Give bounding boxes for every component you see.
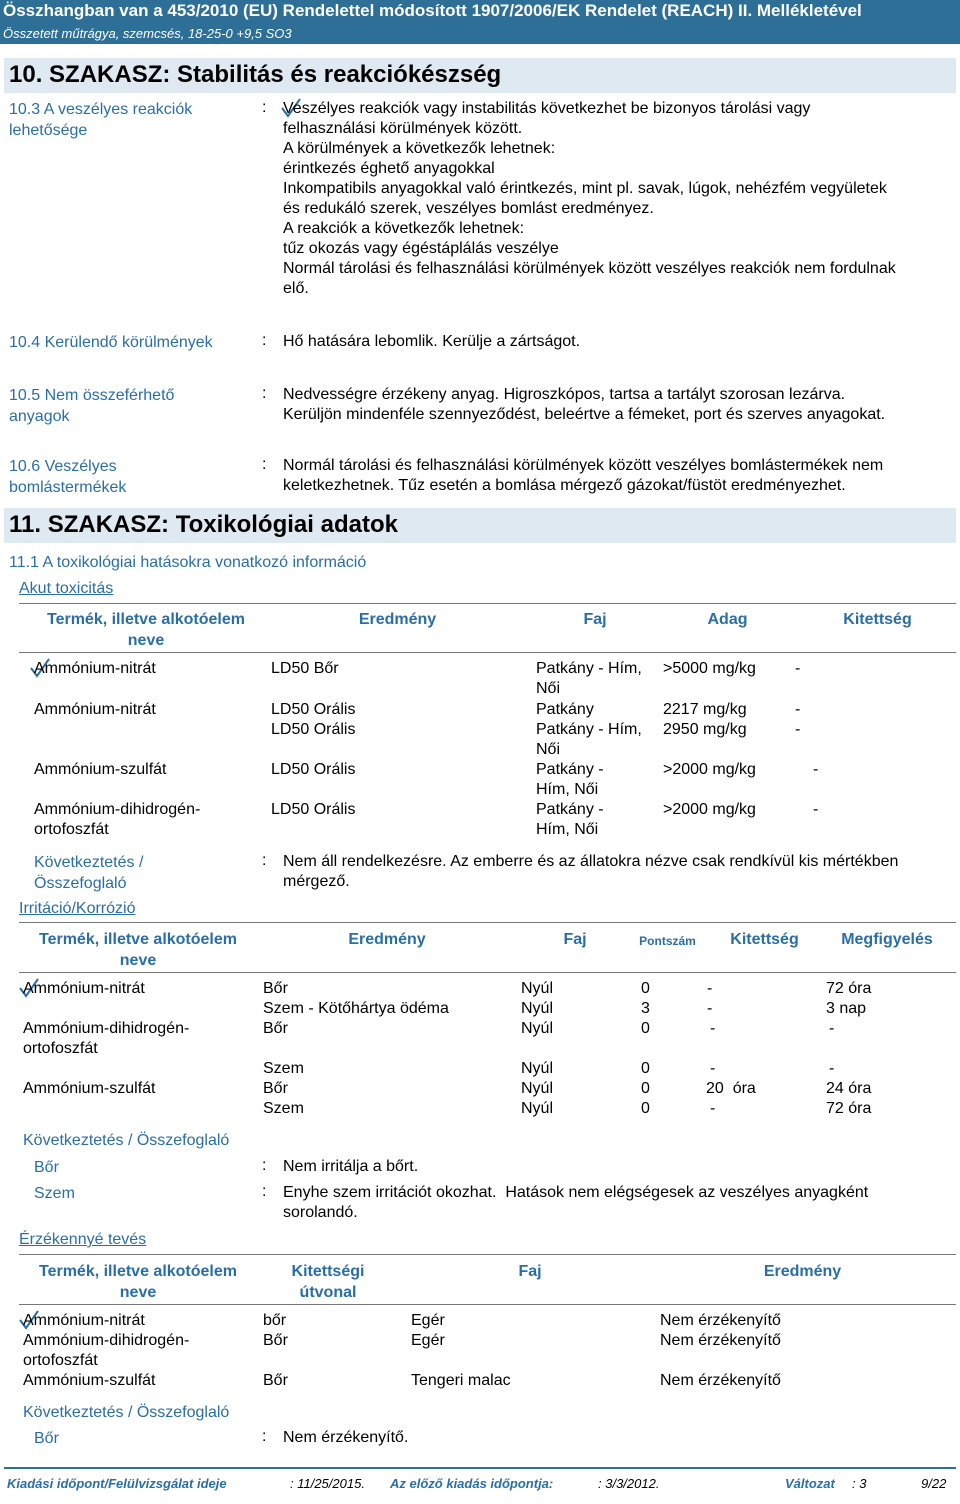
colon: : [262,1183,267,1200]
table-cell-name: Ammónium-nitrát [23,1312,145,1329]
colon: : [262,456,267,473]
table-top-rule [19,1254,956,1255]
table-cell-result: Bőr [263,1020,288,1037]
table-cell-name: Ammónium-szulfát [34,761,167,778]
col-header-name: Termék, illetve alkotóelem neve [38,931,237,969]
sensitization-heading: Érzékennyé tevés [19,1231,147,1248]
table-cell-result: Nem érzékenyítő [660,1312,781,1329]
table-cell-exposure: 20 óra [706,1080,756,1097]
text-line: felhasználási körülmények között. [283,120,523,137]
text-line: Enyhe szem irritációt okozhat. Hatások nem elégségesek az veszélyes anyagként [283,1184,869,1201]
text-line: tűz okozás vagy égéstáplálás veszélye [283,240,559,257]
table-cell-dose: 2950 mg/kg [663,721,747,738]
skin-label: Bőr [34,1430,59,1447]
table-cell-name: Ammónium-nitrát [34,701,156,718]
table-cell-result: LD50 Orális [271,721,356,738]
version-label: Változat [785,1476,835,1491]
table-cell-exposure: - [710,1100,716,1117]
table-header-rule [19,652,956,653]
text-line: érintkezés éghető anyagokkal [283,160,495,177]
colon: : [262,1157,267,1174]
table-cell-exposure: - [795,660,801,677]
issue-date-label: Kiadási időpont/Felülvizsgálat ideje [7,1476,227,1491]
table-cell-species: Nyúl [521,1020,554,1037]
col-header-exposure: Kitettség [843,611,912,628]
colon: : [262,99,267,116]
previous-issue-label: Az előző kiadás időpontja: [390,1476,554,1491]
col-header-dose: Adag [707,611,748,628]
col-header-species: Faj [583,611,607,628]
table-cell-species: Patkány - Hím, Női [536,660,642,697]
table-cell-observation: 72 óra [826,1100,872,1117]
skin-label: Bőr [34,1159,59,1176]
table-cell-result: Nem érzékenyítő [660,1372,781,1389]
label-10-5: 10.5 Nem összeférhető anyagok [9,387,175,425]
issue-date-value: : 11/25/2015. [290,1476,365,1491]
table-top-rule [19,603,956,604]
table-cell-species: Tengeri malac [411,1372,511,1389]
col-header-exposure: Kitettség [730,931,799,948]
text-line: Inkompatibils anyagokkal való érintkezés, mint pl. savak, lúgok, nehézfém vegyületek [283,180,887,197]
table-cell-exposure: - [813,761,819,778]
table-cell-result: Szem [263,1060,304,1077]
table-cell-route: Bőr [263,1372,288,1389]
text-10-5 [283,385,953,425]
table-cell-observation: 72 óra [826,980,872,997]
table-cell-exposure: - [813,801,819,818]
col-header-observation: Megfigyelés [841,931,933,948]
text-10-4: Hő hatására lebomlik. Kerülje a zártságot. [283,333,581,350]
table-cell-name: Ammónium-szulfát [23,1372,156,1389]
acute-conclusion-text [283,852,953,892]
col-header-score: Pontszám [639,934,696,948]
table-cell-name: Ammónium-nitrát [23,980,145,997]
colon: : [262,852,267,869]
table-cell-species: Patkány - Hím, Női [536,801,604,838]
table-cell-result: Szem [263,1100,304,1117]
text-line: elő. [283,280,309,297]
text-10-6 [283,456,953,496]
acute-conclusion-label: Következtetés / Összefoglaló [34,854,144,892]
table-cell-species: Nyúl [521,1000,554,1017]
table-cell-species: Patkány [536,701,594,718]
table-cell-score: 3 [641,1000,650,1017]
table-cell-exposure: - [710,1060,716,1077]
eye-label: Szem [34,1185,75,1202]
table-cell-name: Ammónium-dihidrogén-ortofoszfát [23,1020,190,1057]
table-cell-name: Ammónium-nitrát [34,660,156,677]
table-cell-result: LD50 Bőr [271,660,339,677]
text-line: A körülmények a következők lehetnek: [283,140,556,157]
table-cell-route: bőr [263,1312,287,1329]
table-cell-exposure: - [710,1020,716,1037]
sensitization-skin-text: Nem érzékenyítő. [283,1429,409,1446]
col-header-species: Faj [563,931,587,948]
table-cell-result: Szem - Kötőhártya ödéma [263,1000,449,1017]
table-cell-score: 0 [641,1020,650,1037]
text-line: Normál tárolási és felhasználási körülmények között veszélyes reakciók nem fordulnak [283,260,896,277]
table-header-rule [19,972,956,973]
table-cell-result: LD50 Orális [271,801,356,818]
col-header-result: Eredmény [348,931,426,948]
label-10-4: 10.4 Kerülendő körülmények [9,334,213,351]
text-line: keletkezhetnek. Tűz esetén a bomlása mérgező gázokat/füstöt eredményezhet. [283,477,846,494]
section-11-title: 11. SZAKASZ: Toxikológiai adatok [9,511,398,538]
label-10-3: 10.3 A veszélyes reakciók lehetősége [9,101,193,139]
table-cell-species: Nyúl [521,980,554,997]
text-line: sorolandó. [283,1204,358,1221]
table-cell-species: Nyúl [521,1060,554,1077]
table-cell-species: Nyúl [521,1100,554,1117]
subsection-11-1: 11.1 A toxikológiai hatásokra vonatkozó információ [9,554,367,571]
colon: : [262,385,267,402]
table-cell-name: Ammónium-szulfát [23,1080,156,1097]
table-cell-species: Patkány - Hím, Női [536,721,642,758]
skin-text: Nem irritálja a bőrt. [283,1158,419,1175]
text-line: Kerüljön mindenféle szennyeződést, beleértve a fémeket, port és szerves anyagokat. [283,406,886,423]
col-header-name: Termék, illetve alkotóelem neve [46,611,245,649]
table-cell-exposure: - [795,721,801,738]
irritation-conclusion-label: Következtetés / Összefoglaló [23,1132,230,1149]
table-cell-dose: >5000 mg/kg [663,660,756,677]
table-cell-score: 0 [641,1100,650,1117]
text-line: és redukáló szerek, veszélyes bomlást eredményez. [283,200,654,217]
table-cell-observation: - [829,1020,835,1037]
table-cell-result: Nem érzékenyítő [660,1332,781,1349]
text-line: A reakciók a következők lehetnek: [283,220,525,237]
table-cell-result: Bőr [263,980,288,997]
table-cell-score: 0 [641,1060,650,1077]
table-cell-result: Bőr [263,1080,288,1097]
regulation-title: Összhangban van a 453/2010 (EU) Rendelettel módosított 1907/2006/EK Rendelet (REACH) II. Mellékletével [3,1,862,20]
col-header-route: Kitettségi útvonal [291,1263,365,1301]
table-cell-name: Ammónium-dihidrogén-ortofoszfát [23,1332,190,1369]
text-line: Normál tárolási és felhasználási körülmények között veszélyes bomlástermékek nem [283,457,884,474]
table-cell-score: 0 [641,980,650,997]
col-header-species: Faj [518,1263,542,1280]
table-cell-species: Patkány - Hím, Női [536,761,604,798]
table-cell-score: 0 [641,1080,650,1097]
col-header-name: Termék, illetve alkotóelem neve [38,1263,237,1301]
table-cell-species: Egér [411,1312,445,1329]
colon: : [262,1428,267,1445]
table-cell-name: Ammónium-dihidrogén-ortofoszfát [34,801,201,838]
acute-toxicity-heading: Akut toxicitás [19,580,114,597]
table-cell-observation: - [829,1060,835,1077]
table-cell-exposure: - [795,701,801,718]
section-10-title: 10. SZAKASZ: Stabilitás és reakciókészség [9,61,502,88]
col-header-result: Eredmény [358,611,437,628]
eye-text [283,1183,953,1223]
table-header-rule [19,1304,956,1305]
col-header-result: Eredmény [763,1263,842,1280]
table-cell-result: LD50 Orális [271,761,356,778]
colon: : [262,332,267,349]
text-line: Nem áll rendelkezésre. Az emberre és az állatokra nézve csak rendkívül kis mértékben [283,853,899,870]
irritation-heading: Irritáció/Korrózió [19,900,136,917]
table-cell-observation: 24 óra [826,1080,872,1097]
sensitization-conclusion-label: Következtetés / Összefoglaló [23,1404,230,1421]
label-10-6: 10.6 Veszélyes bomlástermékek [9,458,127,496]
text-line: Nedvességre érzékeny anyag. Higroszkópos, tartsa a tartályt szorosan lezárva. [283,386,846,403]
table-cell-route: Bőr [263,1332,288,1349]
table-cell-exposure: - [707,1000,713,1017]
page-number: 9/22 [921,1476,947,1491]
table-cell-dose: 2217 mg/kg [663,701,747,718]
table-cell-species: Egér [411,1332,445,1349]
text-10-3 [283,99,953,299]
table-cell-result: LD50 Orális [271,701,356,718]
table-cell-exposure: - [707,980,713,997]
table-cell-species: Nyúl [521,1080,554,1097]
version-value: : 3 [852,1476,867,1491]
table-cell-dose: >2000 mg/kg [663,801,756,818]
product-name: Összetett műtrágya, szemcsés, 18-25-0 +9,5 SO3 [3,26,292,41]
table-cell-observation: 3 nap [826,1000,867,1017]
table-top-rule [19,922,956,923]
text-line: mérgező. [283,873,350,890]
previous-issue-value: : 3/3/2012. [598,1476,660,1491]
text-line: Veszélyes reakciók vagy instabilitás következhet be bizonyos tárolási vagy [283,100,811,117]
table-cell-dose: >2000 mg/kg [663,761,756,778]
